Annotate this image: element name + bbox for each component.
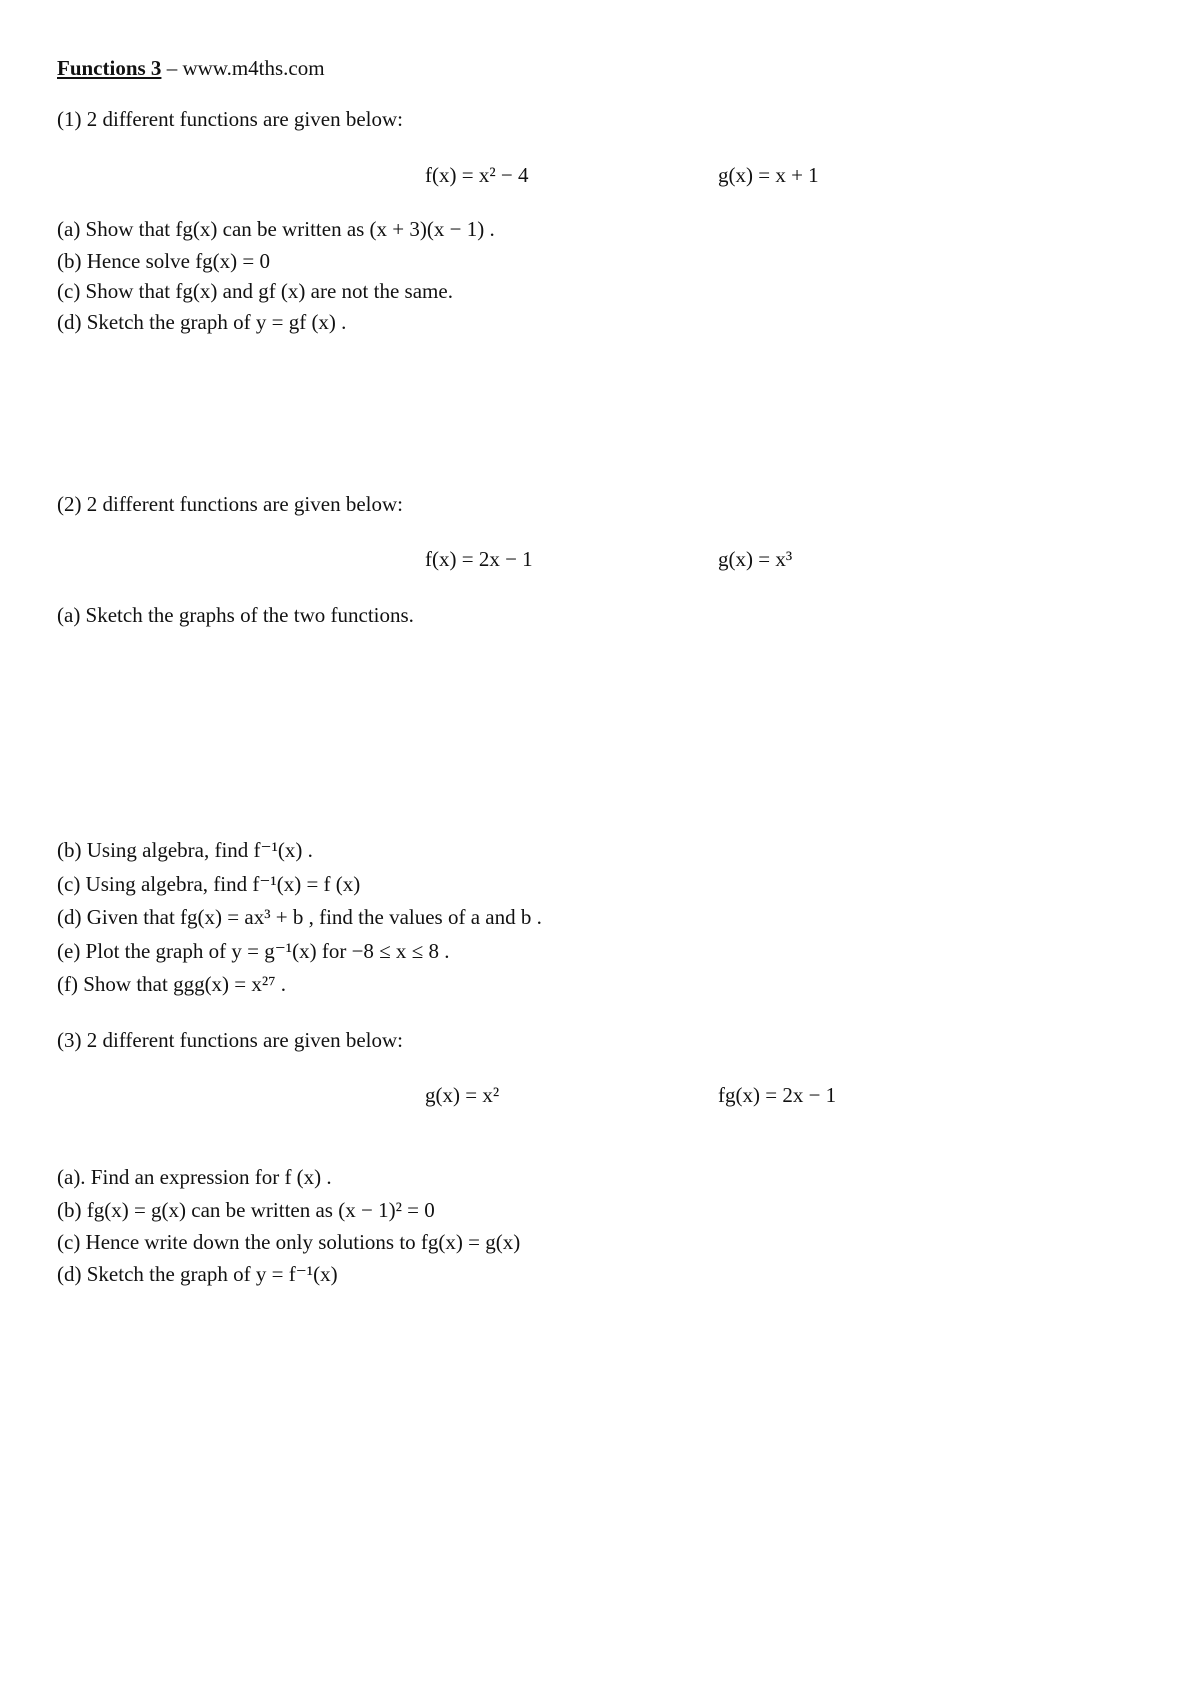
site-link: www.m4ths.com (182, 56, 325, 80)
page-title (57, 58, 325, 79)
q3-part-a: (a). Find an expression for f (x) . (57, 1165, 332, 1189)
q2-function-g: g(x) = x³ (718, 547, 793, 571)
q3-function-g: g(x) = x² (425, 1083, 500, 1107)
q1-part-a: (a) Show that fg(x) can be written as (x + 3)(x − 1) . (57, 217, 495, 241)
q1-function-f: f(x) = x² − 4 (425, 163, 529, 187)
q1-part-b: (b) Hence solve fg(x) = 0 (57, 249, 271, 273)
q3-part-b: (b) fg(x) = g(x) can be written as (x − 1)² = 0 (57, 1198, 435, 1222)
q2-part-f: (f) Show that ggg(x) = x²⁷ . (57, 972, 287, 996)
title-text: Functions 3 (57, 56, 162, 80)
q2-part-d: (d) Given that fg(x) = ax³ + b , find the values of a and b . (57, 905, 542, 929)
title-separator: – (161, 56, 183, 80)
q1-function-g: g(x) = x + 1 (718, 163, 819, 187)
q2-intro: (2) 2 different functions are given below: (57, 492, 403, 516)
q2-function-f: f(x) = 2x − 1 (425, 547, 533, 571)
q2-part-b: (b) Using algebra, find f⁻¹(x) . (57, 838, 313, 862)
q2-part-a: (a) Sketch the graphs of the two functions. (57, 603, 414, 627)
q2-part-c: (c) Using algebra, find f⁻¹(x) = f (x) (57, 872, 361, 896)
q1-part-d: (d) Sketch the graph of y = gf (x) . (57, 310, 347, 334)
q3-intro: (3) 2 different functions are given below: (57, 1028, 403, 1052)
q3-function-fg: fg(x) = 2x − 1 (718, 1083, 837, 1107)
q2-part-e: (e) Plot the graph of y = g⁻¹(x) for −8 ≤ x ≤ 8 . (57, 939, 450, 963)
q3-part-d: (d) Sketch the graph of y = f⁻¹(x) (57, 1262, 338, 1286)
q1-part-c: (c) Show that fg(x) and gf (x) are not the same. (57, 279, 453, 303)
q1-intro: (1) 2 different functions are given below: (57, 107, 403, 131)
q3-part-c: (c) Hence write down the only solutions to fg(x) = g(x) (57, 1230, 521, 1254)
